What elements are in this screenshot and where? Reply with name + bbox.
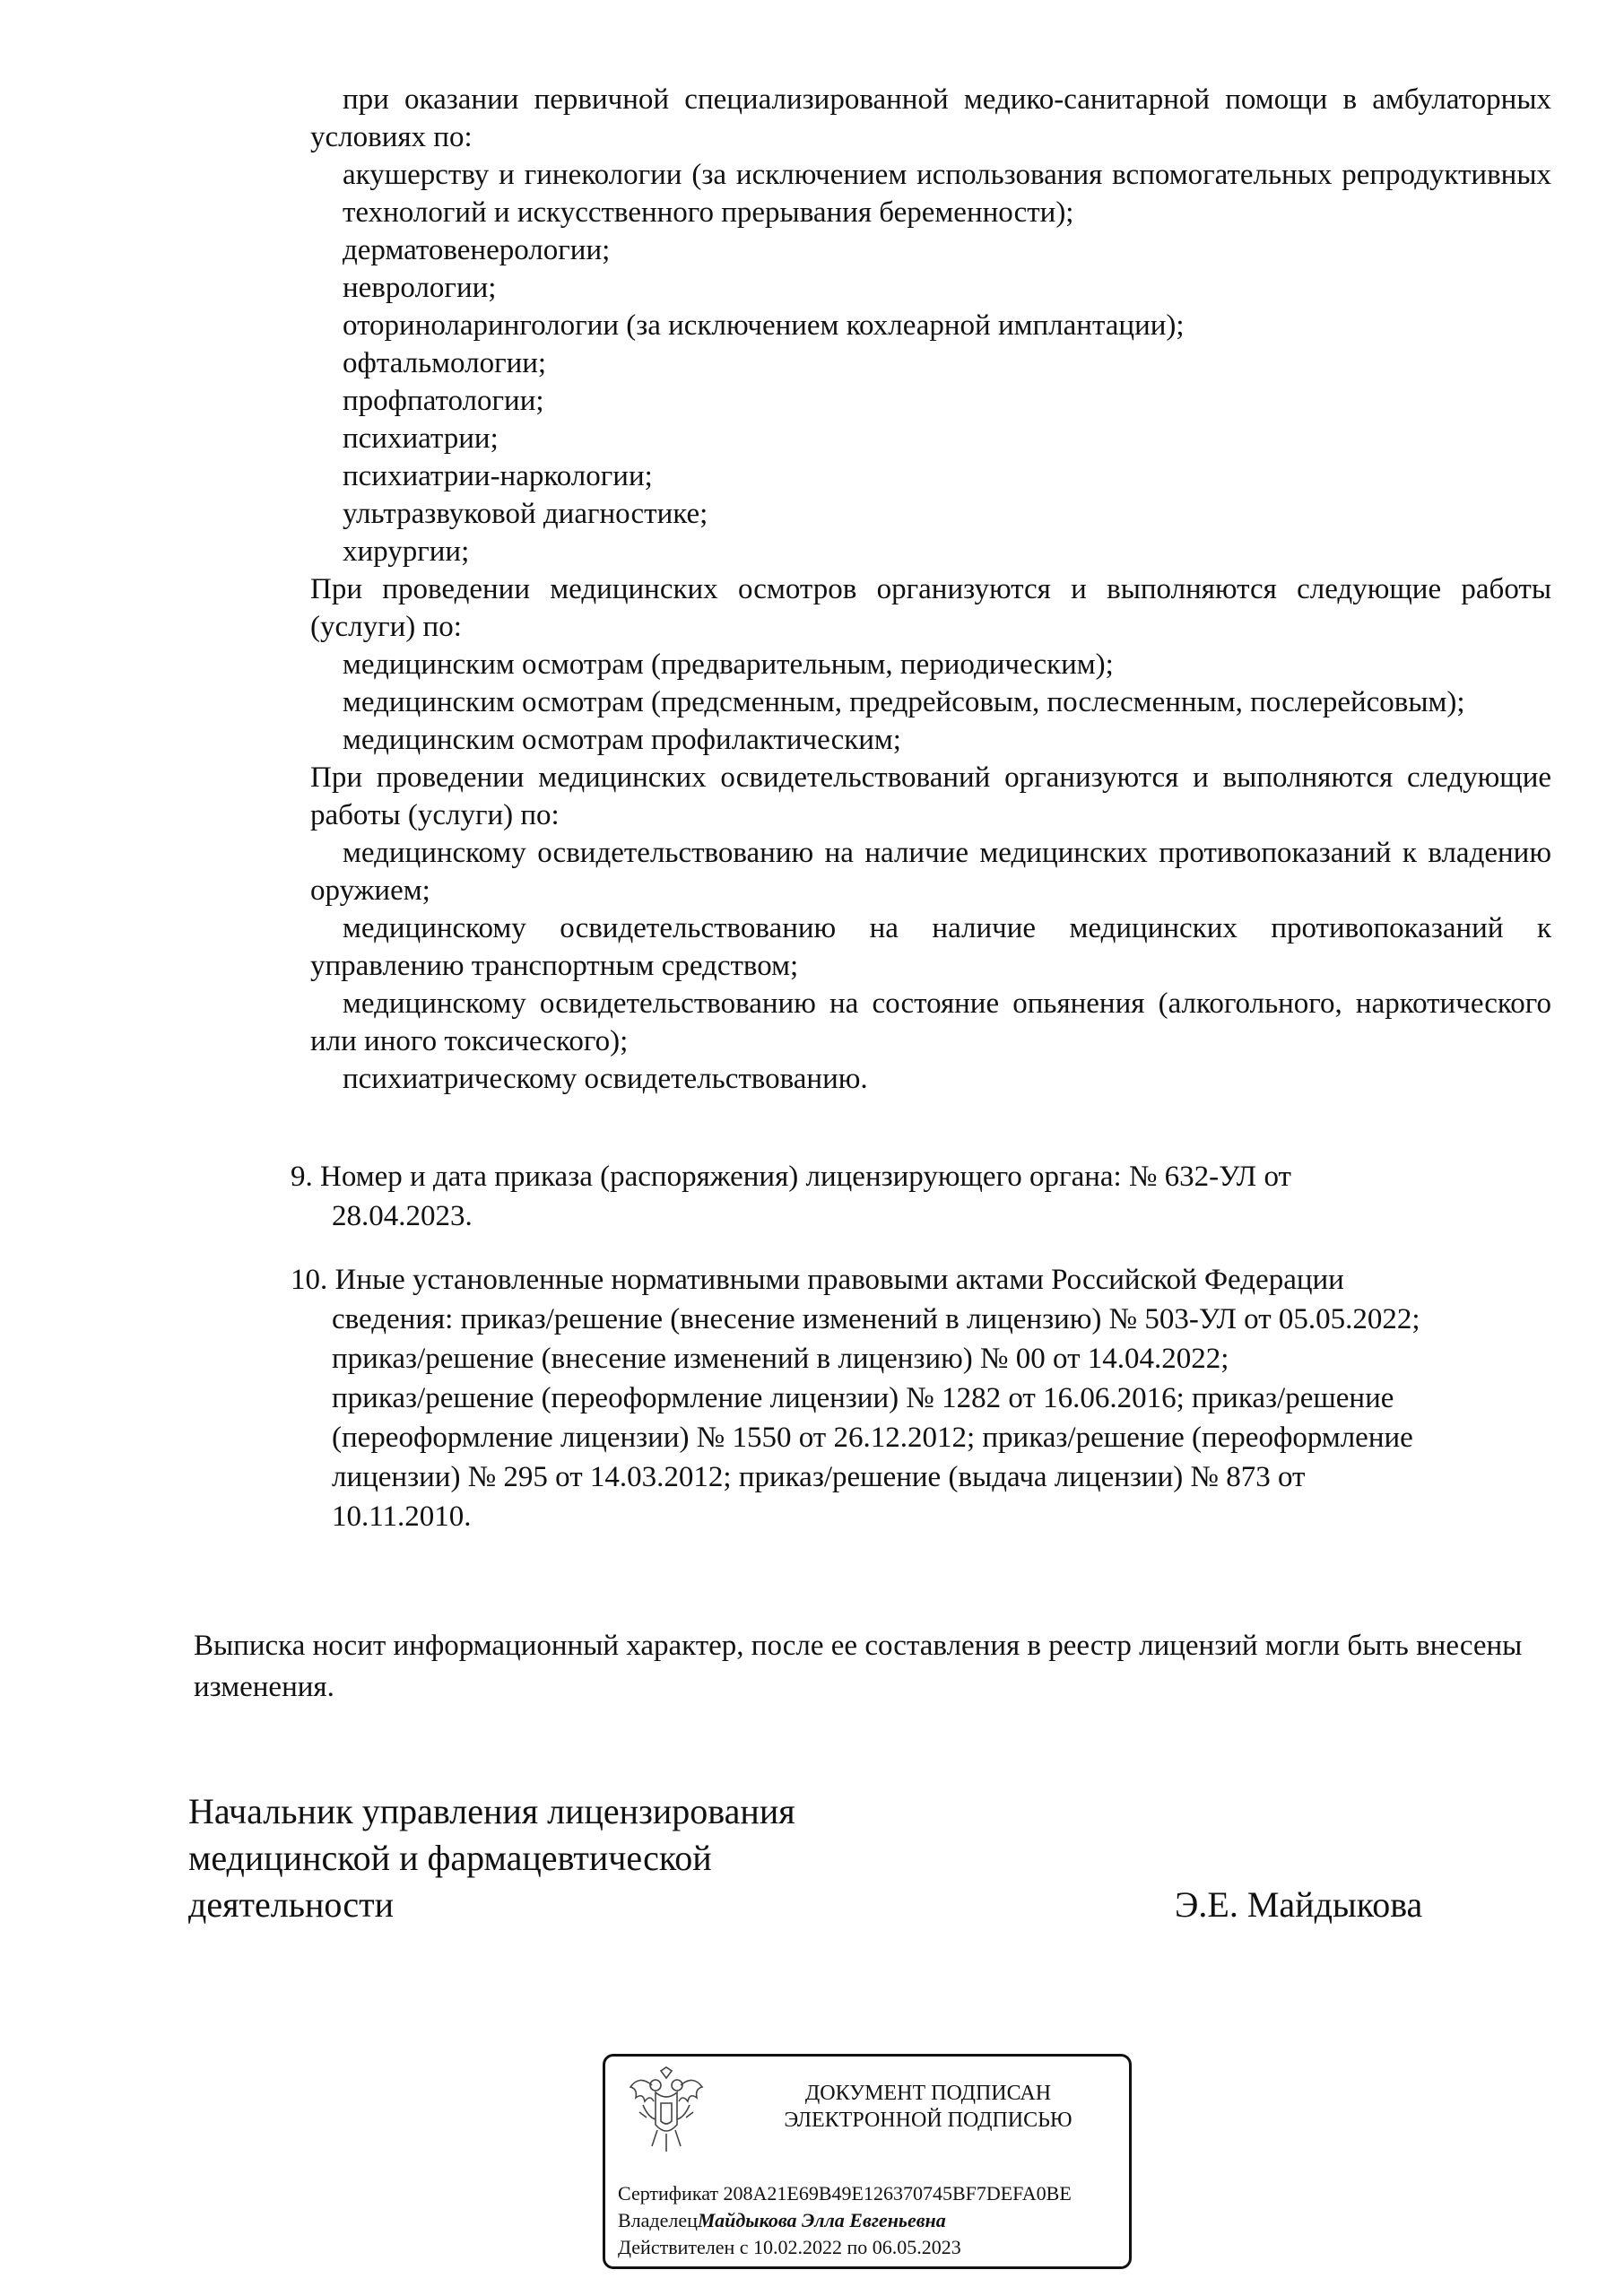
list-item: медицинским осмотрам (предварительным, периодическим); bbox=[343, 648, 1114, 681]
list-item: медицинским осмотрам (предсменным, предрейсовым, послесменным, послерейсовым); bbox=[343, 686, 1465, 718]
stamp-validity: Действителен с 10.02.2022 по 06.05.2023 bbox=[618, 2236, 961, 2258]
intro-paragraph: при оказании первичной специализированной медико-санитарной помощи в амбулаторных условиях по: bbox=[310, 83, 1551, 153]
list-item: профпатологии; bbox=[343, 385, 544, 417]
exams-heading: При проведении медицинских осмотров организуются и выполняются следующие работы (услуги) по: bbox=[310, 573, 1551, 643]
list-item: хирургии; bbox=[343, 535, 470, 568]
stamp-line: ДОКУМЕНТ ПОДПИСАН bbox=[804, 2082, 1052, 2105]
stamp-line: ЭЛЕКТРОННОЙ ПОДПИСЬЮ bbox=[784, 2109, 1073, 2132]
section-10 bbox=[291, 1260, 1564, 1536]
section-10-line: 10. Иные установленные нормативными правовыми актами Российской Федерации bbox=[291, 1264, 1344, 1296]
list-item: офтальмологии; bbox=[343, 347, 547, 379]
stamp-owner-value: Майдыкова Элла Евгеньевна bbox=[697, 2209, 946, 2231]
signatory-title-line: деятельности bbox=[188, 1884, 394, 1925]
section-10-line: приказ/решение (переоформление лицензии) № 1282 от 16.06.2016; приказ/решение bbox=[332, 1382, 1394, 1414]
section-10-line: сведения: приказ/решение (внесение изменений в лицензию) № 503-УЛ от 05.05.2022; bbox=[332, 1303, 1420, 1335]
list-item: ультразвуковой диагностике; bbox=[343, 498, 708, 530]
list-item: акушерству и гинекологии (за исключением использования вспомогательных репродуктивных технологий и искусственного прерывания беременности); bbox=[343, 159, 1551, 229]
signatory-title-line: Начальник управления лицензирования bbox=[188, 1791, 795, 1831]
section-9-line: 9. Номер и дата приказа (распоряжения) лицензирующего органа: № 632-УЛ от bbox=[291, 1161, 1291, 1193]
section-10-line: (переоформление лицензии) № 1550 от 26.12.2012; приказ/решение (переоформление bbox=[332, 1422, 1413, 1454]
list-item: медицинскому освидетельствованию на состояние опьянения (алкогольного, наркотического или иного токсического); bbox=[310, 987, 1551, 1057]
list-item: дерматовенерологии; bbox=[343, 234, 611, 266]
list-item: неврологии; bbox=[343, 272, 497, 304]
stamp-header bbox=[740, 2080, 1116, 2134]
list-item: медицинским осмотрам профилактическим; bbox=[343, 724, 901, 756]
section-10-line: приказ/решение (внесение изменений в лицензию) № 00 от 14.04.2022; bbox=[332, 1343, 1229, 1375]
list-item: медицинскому освидетельствованию на наличие медицинских противопоказаний к управлению транспортным средством; bbox=[310, 912, 1551, 982]
stamp-certificate-label: Сертификат bbox=[618, 2182, 718, 2205]
signatory-title-line: медицинской и фармацевтической bbox=[188, 1838, 712, 1878]
license-activities-block bbox=[310, 81, 1551, 1098]
stamp-owner-row bbox=[618, 2207, 1132, 2234]
stamp-details bbox=[618, 2180, 1132, 2261]
list-item: медицинскому освидетельствованию на наличие медицинских противопоказаний к владению оружием; bbox=[310, 837, 1551, 907]
list-item: психиатрическому освидетельствованию. bbox=[343, 1063, 868, 1095]
e-signature-stamp bbox=[603, 2054, 1132, 2269]
cert-heading: При проведении медицинских освидетельствований организуются и выполняются следующие работы (услуги) по: bbox=[310, 761, 1551, 831]
informational-note: Выписка носит информационный характер, после ее составления в реестр лицензий могли быть внесены изменения. bbox=[194, 1630, 1523, 1703]
stamp-certificate-value: 208A21E69B49E126370745BF7DEFA0BE bbox=[723, 2182, 1072, 2205]
list-item: психиатрии-наркологии; bbox=[343, 460, 653, 492]
signatory-name: Э.Е. Майдыкова bbox=[1175, 1884, 1423, 1925]
list-item: оториноларингологии (за исключением кохлеарной имплантации); bbox=[343, 309, 1185, 342]
section-9 bbox=[291, 1157, 1564, 1236]
russian-coat-of-arms-emblem-icon bbox=[625, 2066, 708, 2159]
list-item: психиатрии; bbox=[343, 422, 499, 455]
section-10-line: 10.11.2010. bbox=[332, 1500, 472, 1533]
stamp-owner-label: Владелец bbox=[618, 2209, 698, 2231]
section-9-line: 28.04.2023. bbox=[332, 1200, 473, 1232]
section-10-line: лицензии) № 295 от 14.03.2012; приказ/решение (выдача лицензии) № 873 от bbox=[332, 1461, 1306, 1493]
signatory-title bbox=[188, 1788, 795, 1928]
stamp-certificate-row bbox=[618, 2180, 1132, 2207]
